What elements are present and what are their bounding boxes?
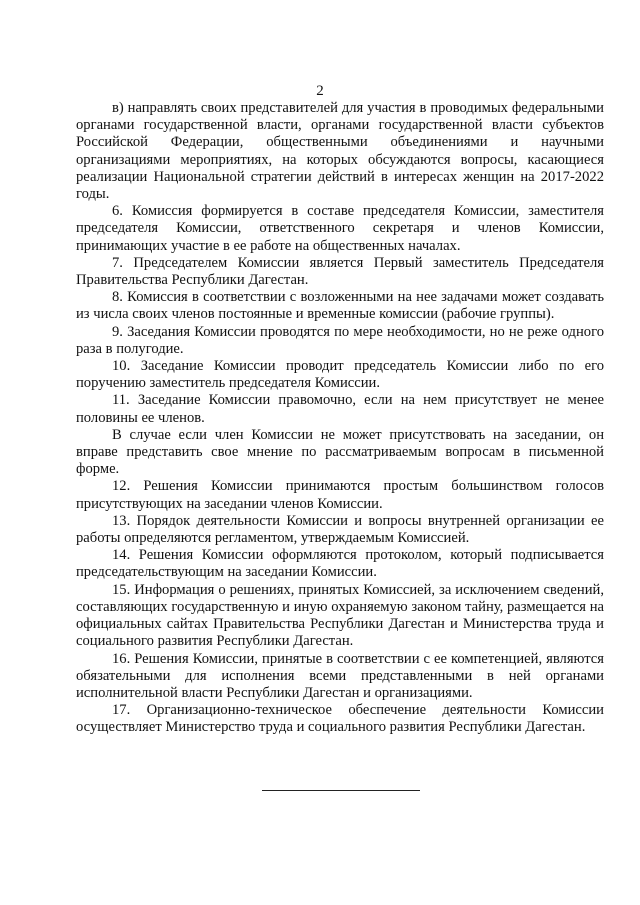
paragraph-6: 6. Комиссия формируется в составе председателя Комиссии, заместителя председателя Комиссии, ответственного секретаря и членов Комиссии, принимающих участие в ее работе на общественных началах.: [76, 203, 604, 254]
paragraph-10: 10. Заседание Комиссии проводит председатель Комиссии либо по его поручению заместитель председателя Комиссии.: [76, 358, 604, 392]
paragraph-15: 15. Информация о решениях, принятых Комиссией, за исключением сведений, составляющих государственную и иную охраняемую законом тайну, размещается на официальных сайтах Правительства Республики Дагестан и Министерства труда и социального развития Республики Дагестан.: [76, 581, 604, 650]
paragraph-9: 9. Заседания Комиссии проводятся по мере необходимости, но не реже одного раза в полугодие.: [76, 323, 604, 357]
paragraph-8: 8. Комиссия в соответствии с возложенными на нее задачами может создавать из числа своих членов постоянные и временные комиссии (рабочие группы).: [76, 289, 604, 323]
paragraph-13: 13. Порядок деятельности Комиссии и вопросы внутренней организации ее работы определяются регламентом, утверждаемым Комиссией.: [76, 512, 604, 547]
paragraph-11-continued: В случае если член Комиссии не может присутствовать на заседании, он вправе представить свое мнение по рассматриваемым вопросам в письменной форме.: [76, 426, 604, 478]
document-body: [76, 100, 604, 737]
paragraph-7: 7. Председателем Комиссии является Первый заместитель Председателя Правительства Республики Дагестан.: [76, 254, 604, 289]
closing-divider-line: [262, 790, 420, 791]
paragraph-14: 14. Решения Комиссии оформляются протоколом, который подписывается председательствующим на заседании Комиссии.: [76, 547, 604, 581]
paragraph-12: 12. Решения Комиссии принимаются простым большинством голосов присутствующих на заседании членов Комиссии.: [76, 478, 604, 512]
paragraph-11: 11. Заседание Комиссии правомочно, если на нем присутствует не менее половины ее членов.: [76, 392, 604, 426]
paragraph-17: 17. Организационно-техническое обеспечение деятельности Комиссии осуществляет Министерство труда и социального развития Республики Дагестан.: [76, 702, 604, 736]
paragraph-16: 16. Решения Комиссии, принятые в соответствии с ее компетенцией, являются обязательными для исполнения всеми представленными в ней органами исполнительной власти Республики Дагестан и организациями.: [76, 650, 604, 701]
page-number: 2: [316, 83, 324, 99]
paragraph-item-v: в) направлять своих представителей для участия в проводимых федеральными органами государственной власти, органами государственной власти субъектов Российской Федерации, общественными объединениями и научными организациями мероприятиях, на которых обсуждаются вопросы, касающиеся реализации Национальной стратегии действий в интересах женщин на 2017-2022 годы.: [76, 100, 604, 203]
